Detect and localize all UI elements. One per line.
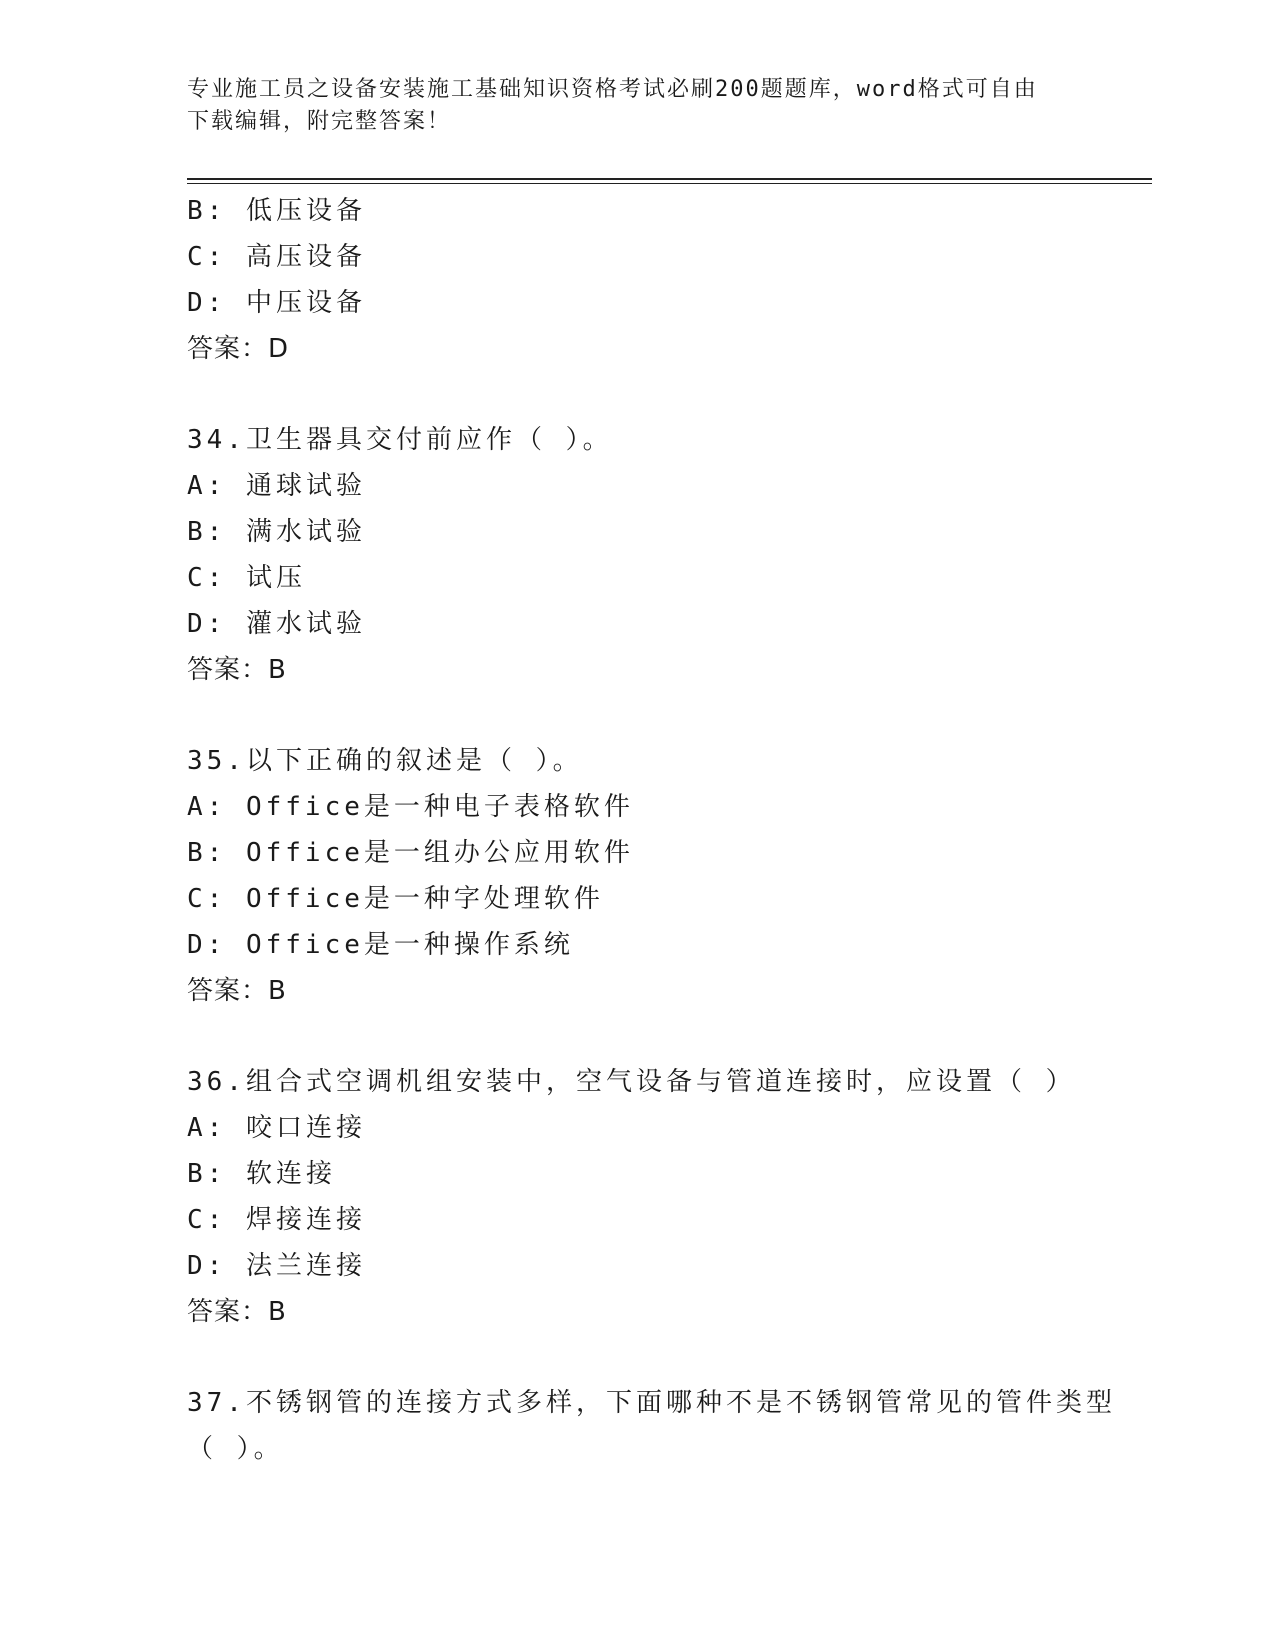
option-a: A: Office是一种电子表格软件 (187, 792, 634, 822)
question-stem: 36.组合式空调机组安装中，空气设备与管道连接时，应设置（ ） (187, 1067, 1076, 1097)
document-header (187, 74, 1087, 138)
option-a: A: 咬口连接 (187, 1113, 366, 1143)
option-c: C: 高压设备 (187, 242, 366, 272)
header-divider-thin (187, 183, 1152, 184)
spacer (187, 372, 1152, 417)
question-35 (187, 738, 1152, 1014)
option-a: A: 通球试验 (187, 471, 366, 501)
option-b: B: 满水试验 (187, 517, 366, 547)
answer: 答案：D (187, 334, 290, 364)
question-stem: 35.以下正确的叙述是（ ）。 (187, 746, 583, 776)
question-stem-line-2: （ ）。 (187, 1434, 284, 1464)
option-c: C: 试压 (187, 563, 306, 593)
option-b: B: 低压设备 (187, 196, 366, 226)
option-d: D: Office是一种操作系统 (187, 930, 574, 960)
question-stem: 34.卫生器具交付前应作（ ）。 (187, 425, 613, 455)
option-c: C: 焊接连接 (187, 1205, 366, 1235)
answer: 答案：B (187, 655, 287, 685)
option-d: D: 法兰连接 (187, 1251, 366, 1281)
header-divider-thick (187, 178, 1152, 180)
question-37 (187, 1380, 1152, 1472)
option-b: B: Office是一组办公应用软件 (187, 838, 634, 868)
spacer (187, 693, 1152, 738)
option-c: C: Office是一种字处理软件 (187, 884, 604, 914)
question-34 (187, 417, 1152, 693)
question-stem-line-1: 37.不锈钢管的连接方式多样，下面哪种不是不锈钢管常见的管件类型 (187, 1388, 1116, 1418)
spacer (187, 1014, 1152, 1059)
question-36 (187, 1059, 1152, 1335)
answer: 答案：B (187, 976, 287, 1006)
question-list (187, 188, 1152, 1472)
header-title-line-2: 下载编辑，附完整答案！ (187, 109, 452, 134)
option-d: D: 灌水试验 (187, 609, 366, 639)
header-title-line-1: 专业施工员之设备安装施工基础知识资格考试必刷200题题库，word格式可自由 (187, 77, 1038, 102)
answer: 答案：B (187, 1297, 287, 1327)
option-b: B: 软连接 (187, 1159, 336, 1189)
option-d: D: 中压设备 (187, 288, 366, 318)
spacer (187, 1335, 1152, 1380)
question-33-tail (187, 188, 1152, 372)
